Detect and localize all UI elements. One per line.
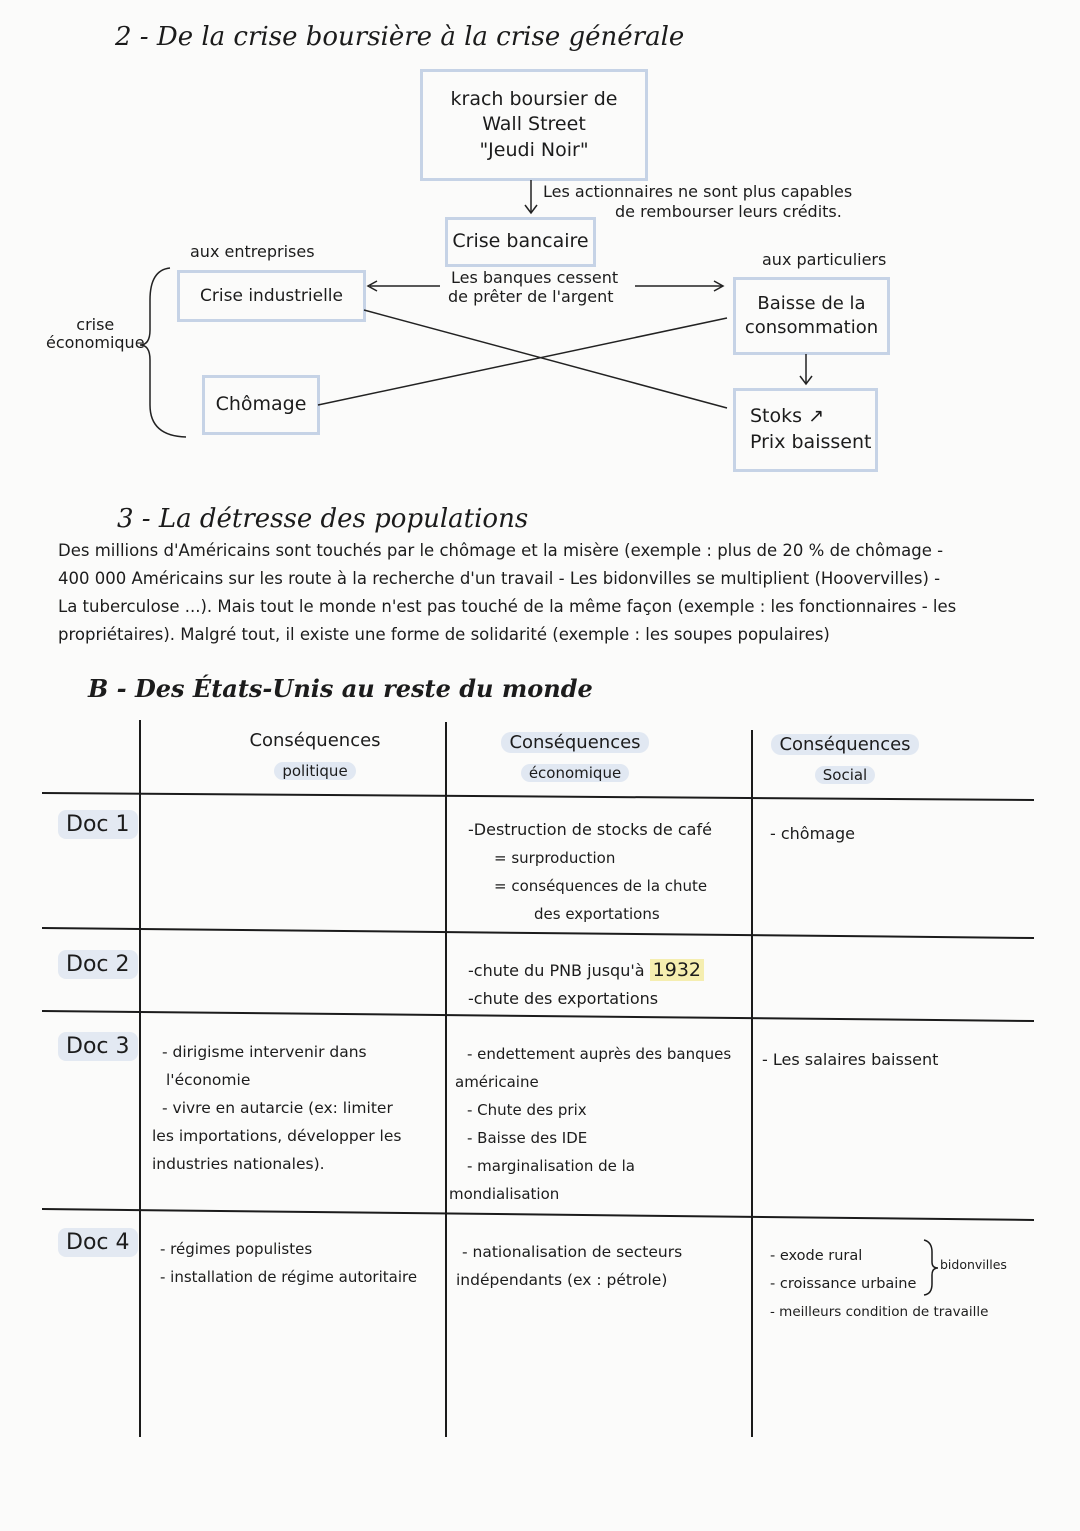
doc-2-label: Doc 2 [58, 950, 138, 979]
consommation-line-2: consommation [744, 317, 879, 338]
header-politique-sub: politique [274, 762, 355, 780]
doc3-eco-line-5: - marginalisation de la [467, 1157, 635, 1175]
banques-line-1: Les banques cessent [451, 268, 619, 287]
para-line-1: Des millions d'Américains sont touchés par le chômage et la misère (exemple : plus de 20 % de chômage - [58, 541, 944, 560]
doc3-eco-line-4: - Baisse des IDE [467, 1129, 588, 1147]
header-social-sub: Social [815, 766, 875, 784]
doc4-soc-line-2: - croissance urbaine [770, 1276, 917, 1292]
doc4-politique [160, 1235, 417, 1291]
section-3-title: 3 - La détresse des populations [117, 504, 529, 534]
krach-line-3: "Jeudi Noir" [479, 138, 589, 161]
doc2-eco-line-2: -chute des exportations [468, 989, 659, 1008]
doc4-bidonvilles-label: bidonvilles [940, 1257, 1007, 1272]
header-economique-main: Conséquences [501, 732, 648, 753]
entreprises-label: aux entreprises [190, 242, 315, 261]
para-line-2: 400 000 Américains sur les route à la recherche d'un travail - Les bidonvilles se multiplient (Hoovervilles) - [58, 569, 941, 588]
doc3-eco-line-2: américaine [455, 1073, 539, 1091]
section-b-title: B - Des États-Unis au reste du monde [88, 674, 593, 703]
chomage-box: Chômage [202, 375, 320, 435]
header-economique [490, 728, 660, 788]
doc4-eco-line-2: indépendants (ex : pétrole) [456, 1271, 668, 1289]
stocks-line-2: Prix baissent [750, 431, 872, 453]
doc3-eco-line-1: - endettement auprès des banques [467, 1045, 732, 1063]
stocks-line-1: Stoks ↗ [750, 405, 824, 428]
consommation-line-1: Baisse de la [757, 292, 866, 314]
doc4-eco-line-1: - nationalisation de secteurs [462, 1243, 683, 1261]
doc3-pol-line-1: - dirigisme intervenir dans [162, 1043, 367, 1061]
doc-3-label: Doc 3 [58, 1032, 138, 1061]
para-line-4: propriétaires). Malgré tout, il existe une forme de solidarité (exemple : les soupes populaires) [58, 625, 830, 644]
actionnaires-line-2: de rembourser leurs crédits. [615, 202, 842, 221]
doc2-economique [468, 956, 704, 1013]
doc1-eco-line-1: -Destruction de stocks de café [468, 820, 712, 839]
doc3-pol-line-4: les importations, développer les [152, 1127, 402, 1145]
doc1-eco-line-4: des exportations [534, 905, 660, 923]
crise-eco-line-2: économique [46, 333, 145, 352]
doc3-eco-line-3: - Chute des prix [467, 1101, 587, 1119]
section-2-title: 2 - De la crise boursière à la crise générale [115, 22, 685, 52]
doc4-pol-line-2: - installation de régime autoritaire [160, 1268, 418, 1286]
para-line-3: La tuberculose ...). Mais tout le monde n'est pas touché de la même façon (exemple : les fonctionnaires - les [58, 597, 957, 616]
doc3-social: - Les salaires baissent [762, 1050, 939, 1069]
doc4-economique [456, 1238, 682, 1294]
header-social [765, 730, 925, 790]
doc3-pol-line-3: - vivre en autarcie (ex: limiter [162, 1099, 393, 1117]
doc1-social: - chômage [770, 824, 855, 843]
doc3-pol-line-5: industries nationales). [152, 1155, 325, 1173]
doc1-eco-line-3: = conséquences de la chute [494, 877, 708, 895]
doc3-pol-line-2: l'économie [166, 1071, 251, 1089]
doc2-eco-year: 1932 [650, 959, 704, 981]
doc3-eco-line-6: mondialisation [449, 1185, 560, 1203]
actionnaires-line-1: Les actionnaires ne sont plus capables [543, 182, 853, 201]
doc4-soc-line-1: - exode rural [770, 1248, 863, 1264]
header-politique-main: Conséquences [249, 730, 381, 751]
doc-1-label: Doc 1 [58, 810, 138, 839]
crise-eco-line-1: crise [76, 315, 115, 334]
crise-bancaire-box: Crise bancaire [445, 217, 596, 267]
krach-line-2: Wall Street [482, 113, 586, 136]
particuliers-label: aux particuliers [762, 250, 887, 269]
banques-line-2: de prêter de l'argent [448, 287, 614, 306]
doc4-soc-line-3: - meilleurs condition de travaille [770, 1304, 989, 1320]
doc1-economique [468, 816, 712, 928]
header-politique [230, 726, 400, 786]
doc3-politique [152, 1038, 401, 1178]
doc-4-label: Doc 4 [58, 1228, 138, 1257]
doc4-social [770, 1242, 988, 1326]
header-economique-sub: économique [521, 764, 629, 782]
crise-industrielle-box: Crise industrielle [177, 270, 366, 322]
doc1-eco-line-2: = surproduction [494, 849, 616, 867]
krach-line-1: krach boursier de [450, 87, 618, 110]
doc4-pol-line-1: - régimes populistes [160, 1240, 313, 1258]
header-social-main: Conséquences [771, 734, 918, 755]
doc2-eco-line-1 [468, 956, 704, 985]
doc3-economique [449, 1040, 732, 1208]
doc2-eco-pnb: -chute du PNB jusqu'à [468, 961, 645, 980]
